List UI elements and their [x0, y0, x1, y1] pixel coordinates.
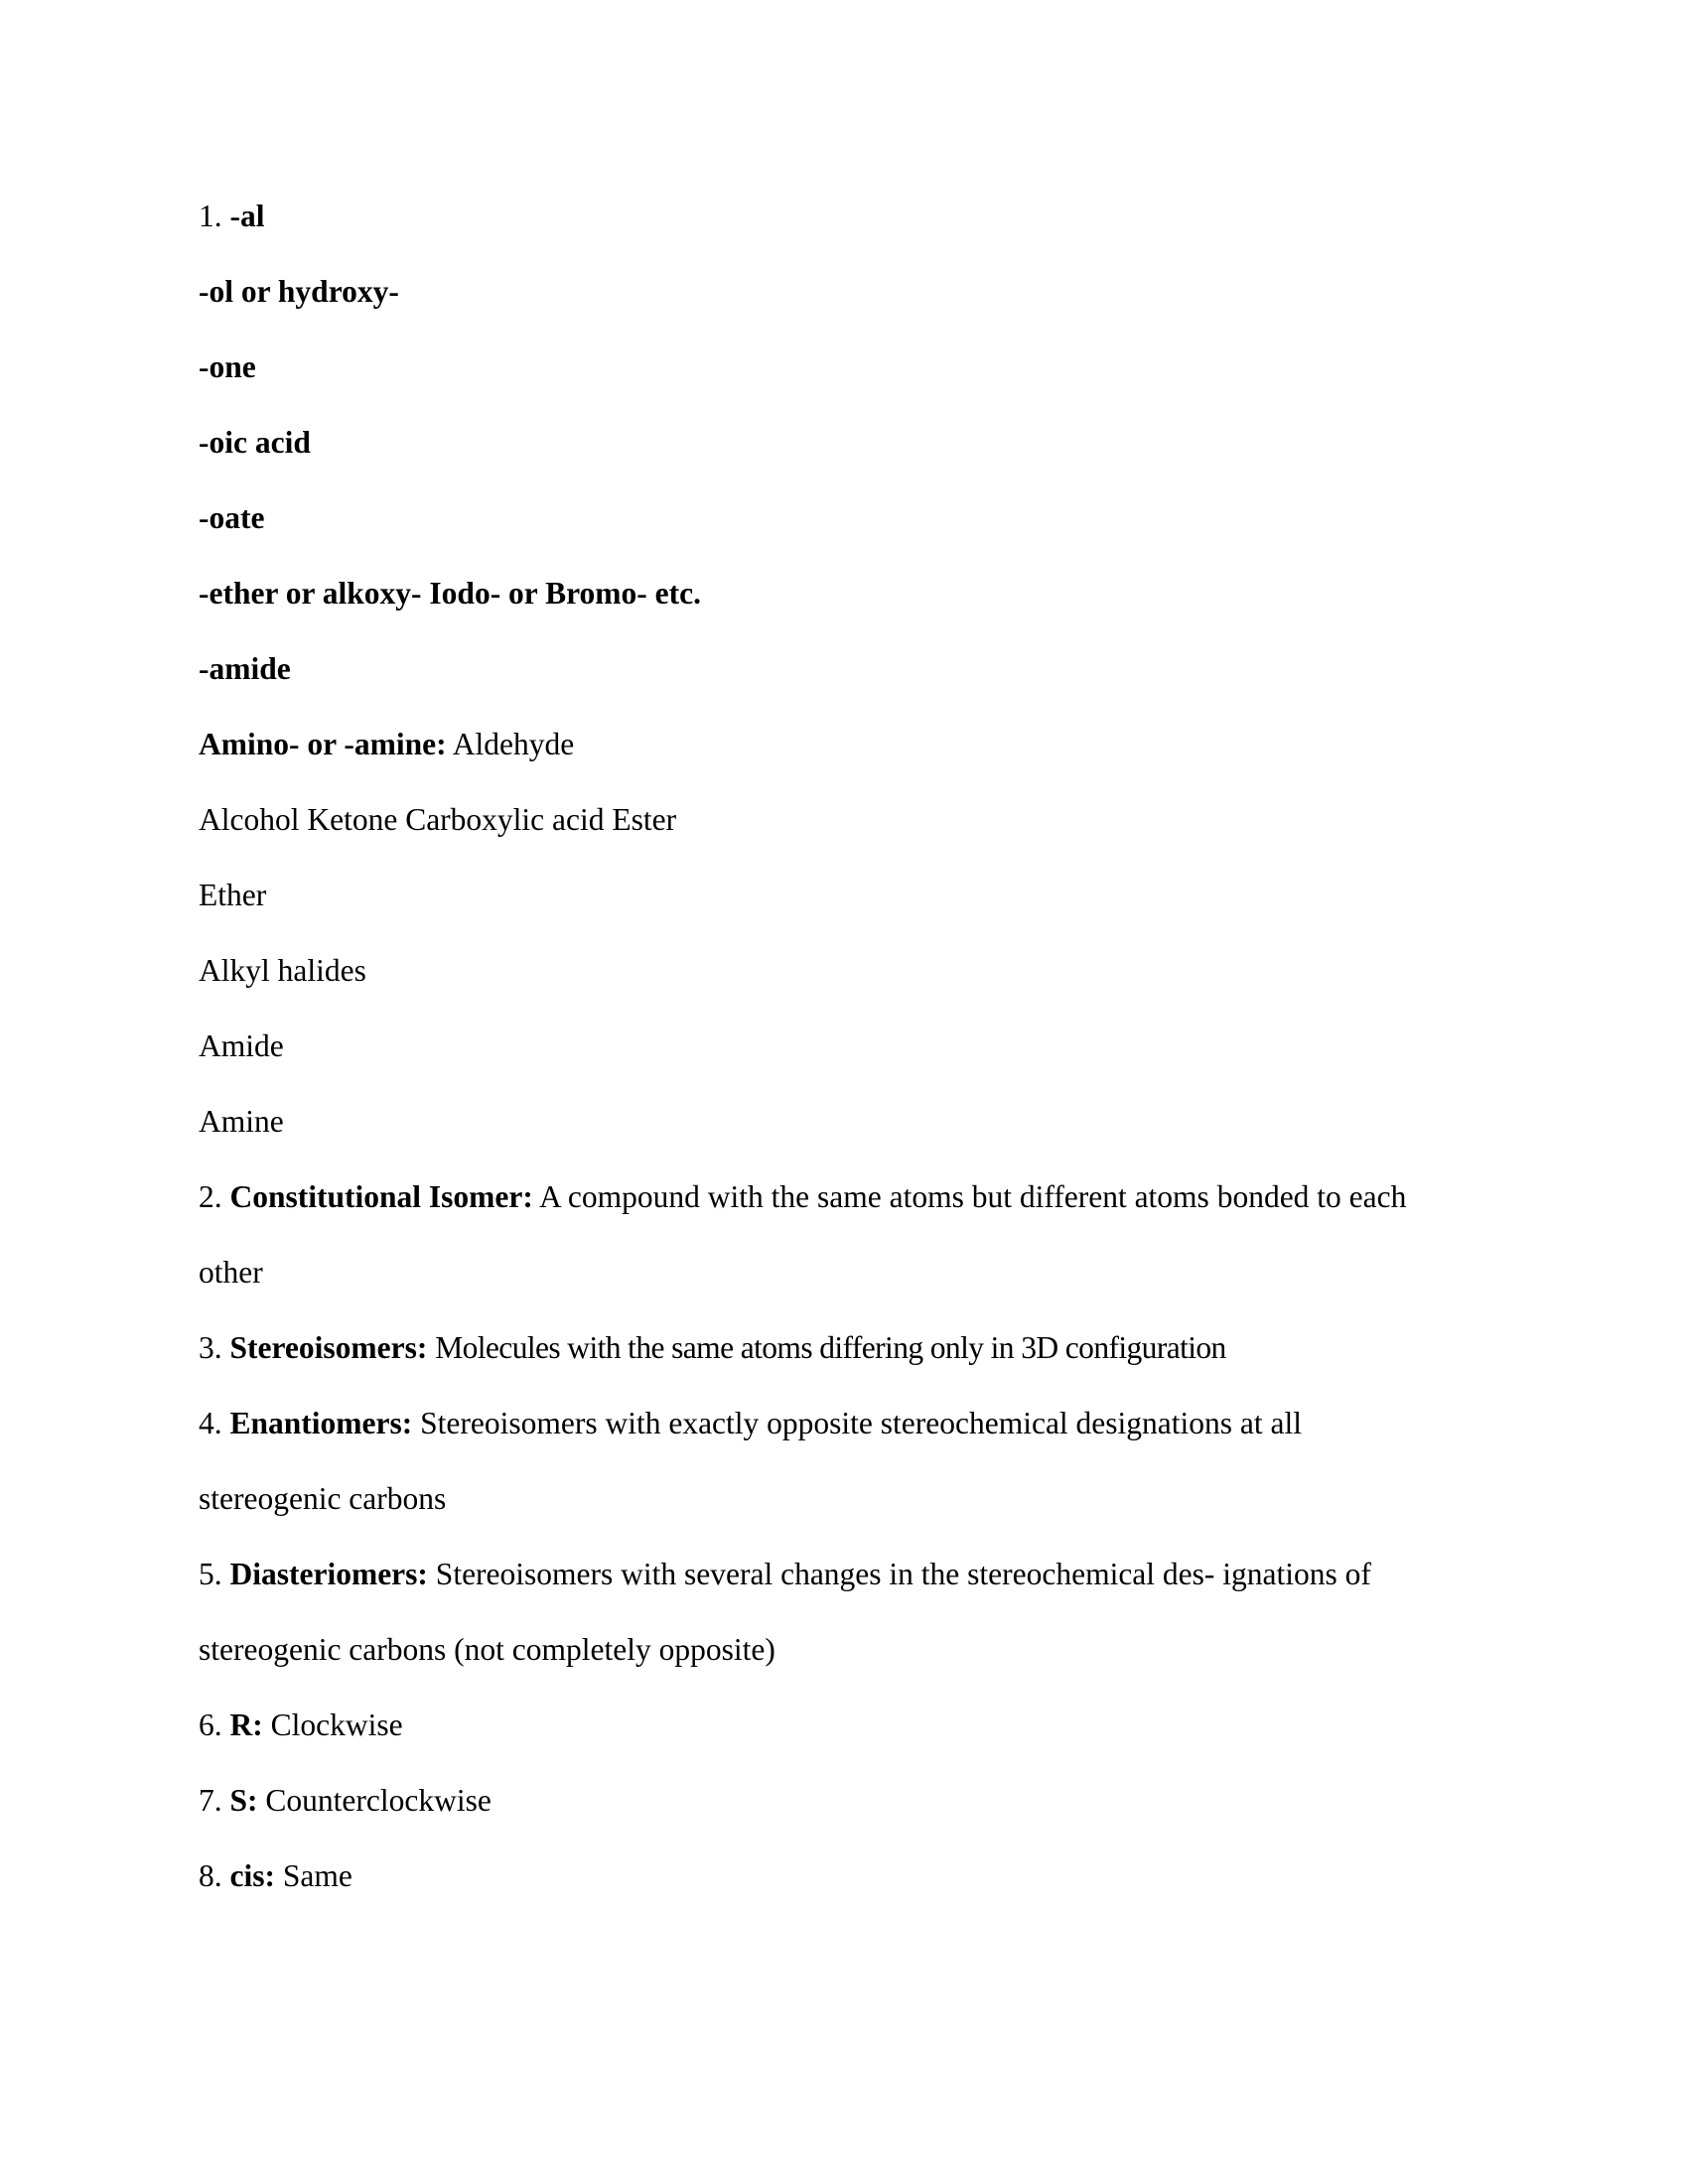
item-number: 1. — [199, 199, 222, 233]
line-17 — [199, 1404, 1302, 1443]
item-number: 6. — [199, 1707, 222, 1742]
line-12 — [199, 1026, 284, 1066]
line-10 — [199, 876, 266, 915]
line-2 — [199, 272, 399, 312]
line-1 — [199, 197, 265, 236]
line-15 — [199, 1253, 263, 1293]
definition: Amine — [199, 1104, 284, 1139]
term: -ol or hydroxy- — [199, 274, 399, 309]
term: Amino- or -amine: — [199, 727, 447, 761]
definition: Counterclockwise — [265, 1783, 492, 1818]
line-5 — [199, 498, 264, 538]
line-16 — [199, 1328, 1226, 1368]
definition: Alcohol Ketone Carboxylic acid Ester — [199, 802, 677, 837]
definition: Ether — [199, 878, 267, 912]
definition: Same — [282, 1858, 352, 1893]
definition: A compound with the same atoms but different atoms bonded to each — [539, 1179, 1407, 1214]
line-21 — [199, 1706, 403, 1745]
term: -amide — [199, 651, 291, 686]
item-number: 8. — [199, 1858, 222, 1893]
definition: Alkyl halides — [199, 953, 366, 988]
line-19 — [199, 1555, 1371, 1594]
line-3 — [199, 347, 256, 387]
line-20 — [199, 1630, 775, 1670]
line-6 — [199, 574, 701, 614]
term: S: — [229, 1783, 258, 1818]
term: -one — [199, 349, 256, 384]
definition: Stereoisomers with exactly opposite stereochemical designations at all — [420, 1406, 1303, 1440]
item-number: 5. — [199, 1557, 222, 1591]
term: -oate — [199, 500, 265, 535]
definition: Stereoisomers with several changes in the stereochemical des- ignations of — [435, 1557, 1371, 1591]
term: -ether or alkoxy- Iodo- or Bromo- etc. — [199, 576, 701, 611]
item-number: 3. — [199, 1330, 222, 1365]
definition: Aldehyde — [452, 727, 575, 761]
item-number: 4. — [199, 1406, 222, 1440]
line-22 — [199, 1781, 492, 1821]
term: R: — [229, 1707, 263, 1742]
line-18 — [199, 1479, 446, 1519]
term: Diasteriomers: — [229, 1557, 428, 1591]
item-number: 7. — [199, 1783, 222, 1818]
line-8 — [199, 725, 574, 764]
definition: stereogenic carbons — [199, 1481, 447, 1516]
line-7 — [199, 649, 291, 689]
line-14 — [199, 1177, 1406, 1217]
definition: other — [199, 1255, 263, 1290]
definition: Clockwise — [270, 1707, 403, 1742]
definition: stereogenic carbons (not completely opposite) — [199, 1632, 775, 1667]
term: Constitutional Isomer: — [229, 1179, 533, 1214]
term: Stereoisomers: — [229, 1330, 428, 1365]
line-9 — [199, 800, 676, 840]
line-23 — [199, 1856, 352, 1896]
line-13 — [199, 1102, 284, 1142]
term: Enantiomers: — [229, 1406, 413, 1440]
line-11 — [199, 951, 366, 991]
term: -oic acid — [199, 425, 311, 460]
line-4 — [199, 423, 311, 463]
term: cis: — [229, 1858, 275, 1893]
item-number: 2. — [199, 1179, 222, 1214]
term: -al — [229, 199, 265, 233]
definition: Molecules with the same atoms differing only in 3D configuration — [435, 1330, 1226, 1365]
definition: Amide — [199, 1028, 284, 1063]
